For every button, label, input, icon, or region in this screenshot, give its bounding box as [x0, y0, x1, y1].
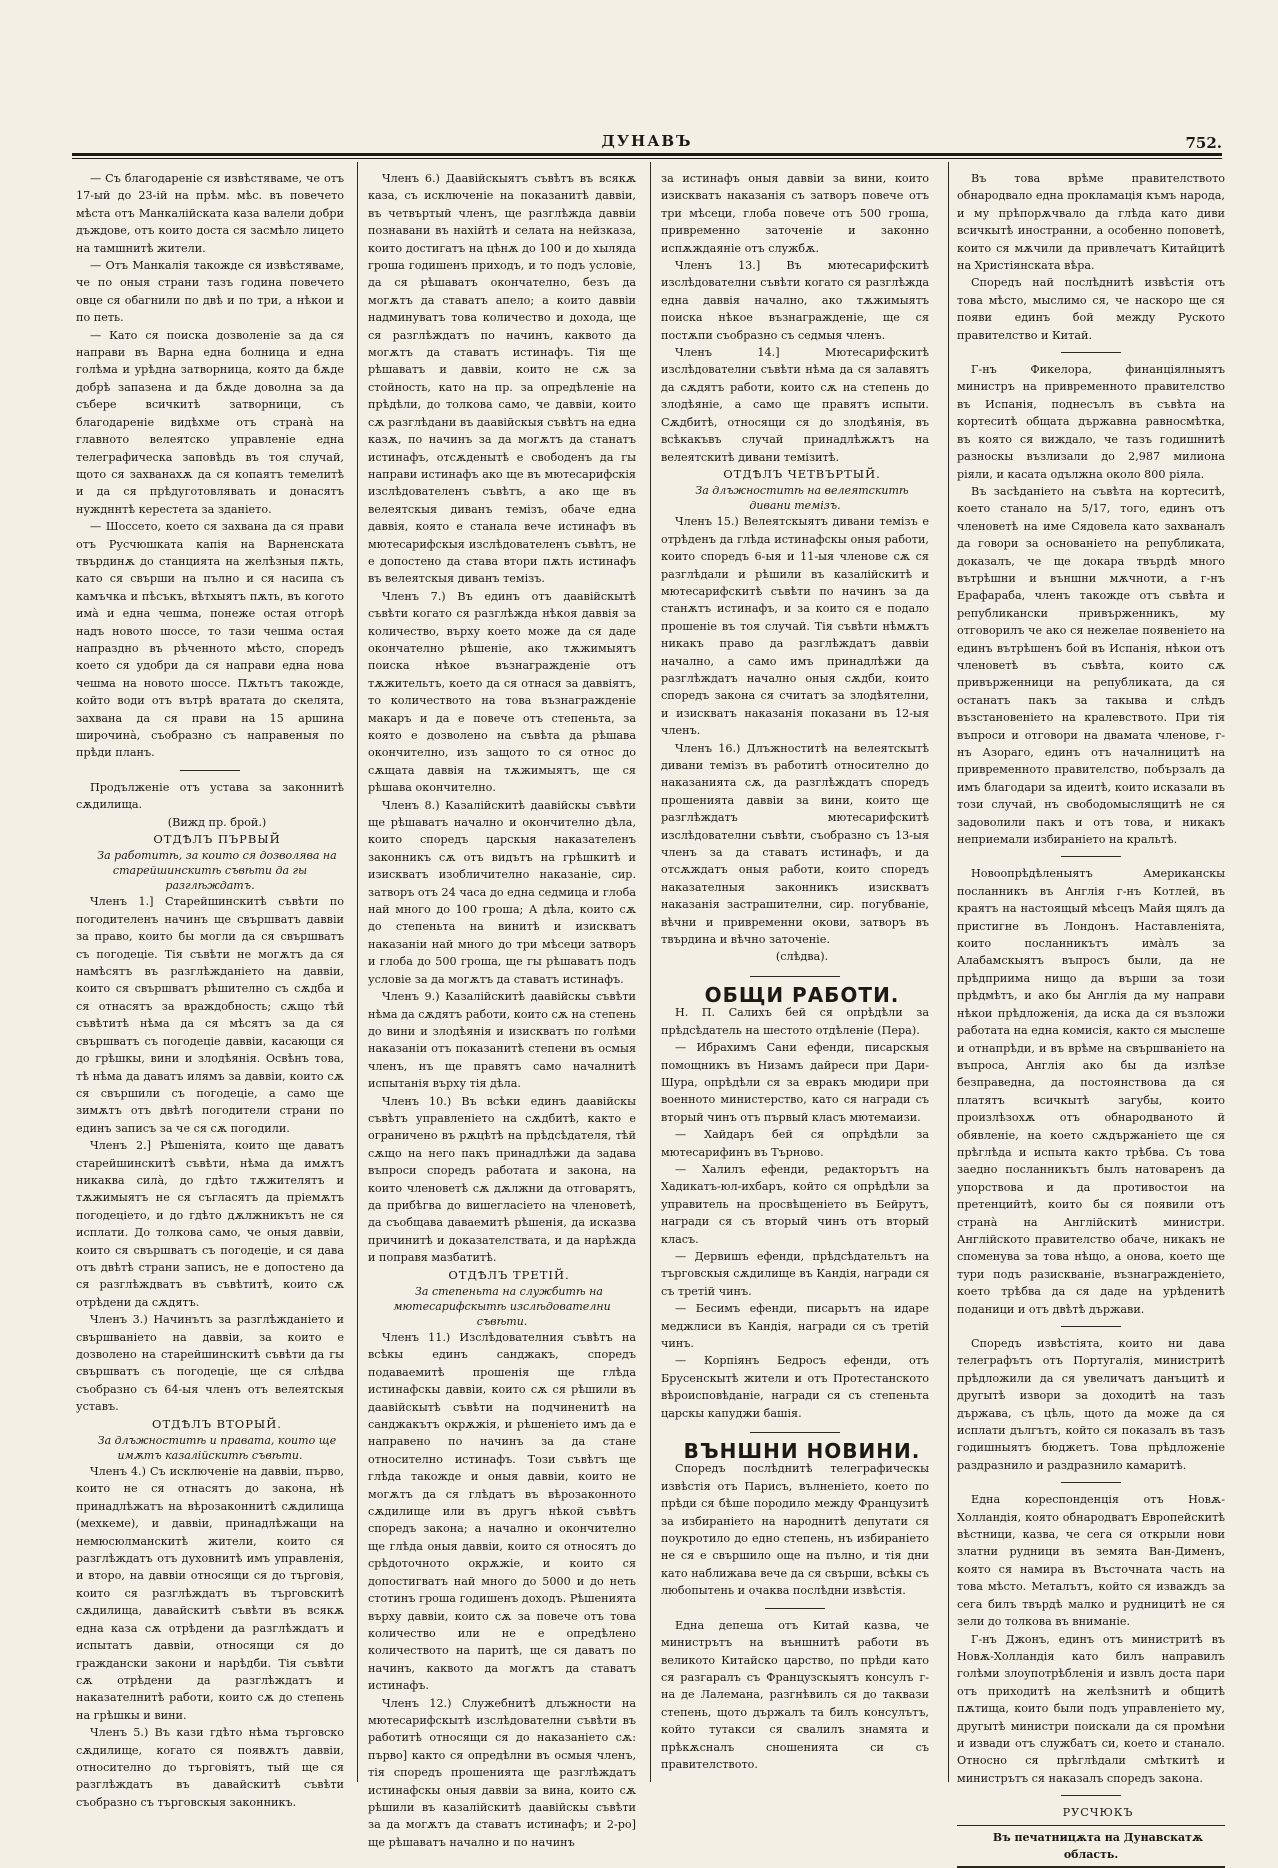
separator-rule [1061, 352, 1121, 353]
separator-rule [1061, 856, 1121, 857]
news-item: — Отъ Манкалія такожде ся извѣстявамe, че по оныя страни тазъ година повечето овце ся обагнили по двѣ и по три, а нѣкои и по петь. [76, 259, 344, 325]
column-4 [957, 170, 1225, 1861]
column-1 [76, 170, 344, 1809]
news-item: — Халилъ ефенди, редакторътъ на Хадикатъ-юл-ихбаръ, който ся опрѣдѣли за управитель на просвѣщеніето въ Бейрутъ, награди ся съ вторый чинъ отъ вторый класъ. [661, 1162, 929, 1246]
article: Членъ 8.) Казалійскитѣ даавійскы съвѣти ще рѣшаватъ начално и окончително дѣла, които споредъ царскыя наказателенъ законникъ сѫ отъ видътъ на грѣшкитѣ и изискватъ изобличително наказаніе, сир. затворъ отъ 24 часа до една седмица и глоба най много до 100 гроша; А дѣла, които сѫ до степеньта на винитѣ и изискватъ наказаніи най много до три мѣсеци затворъ и глоба до 500 гроша, ще гы рѣшаватъ подъ условіе за да могѫтъ да ставатъ истинафъ. [368, 798, 636, 986]
imprint-printer: Въ печатницѫта на Дунавскатѫ область. [992, 1830, 1204, 1861]
article: Членъ 2.] Рѣшеніята, които ще даватъ старейшинскитѣ съвѣти, нѣма да имѫтъ никаква силà, до гдѣто тѫжителятъ и тѫжимыятъ не ся съгласятъ да пріемѫтъ погодеціето, и до гдѣто дѫлжникътъ не ся исплати. До толкова само, че оныя даввіи, които ся свършватъ съ погодеціе, и ся дава отъ двѣтѣ страни записъ, не е допостено да ся разглѣждватъ въ съвѣтитѣ, които сѫ отрѣдени да сѫдятъ. [76, 1139, 344, 1309]
news-item: — Като ся поиска дозволеніе за да ся направи въ Варна една болница и една голѣма и урѣдна затворница, която да бѫде добрѣ запазена и да бѫде доволна за да съберe всичкитѣ затворници, съ благодареніе видѣхме отъ странà на главното велеятско управленіе една телеграфическа заповѣдь въ тоя случай, щото ся захванахѫ да ся копаятъ темелитѣ и да ся прѣдуготовлявать и донасятъ нуждннтѣ керестета за зданіето. [76, 328, 344, 516]
news-item: Една депеша отъ Китай казва, че министрътъ на външнитѣ работи въ великото Китайско царство, по прѣди като ся разгаралъ съ Французскыятъ консулъ г-на де Лалемана, разгнѣвилъ ся до таквази степень, щото държалъ та билъ консулътъ, който тутакси ся свалилъ знамята и прѣкѫсналъ сношенията си съ правителството. [661, 1618, 929, 1771]
newspaper-title: ДУНАВЪ [601, 132, 693, 150]
section-subheading: За длъжноститѣ на велеятскитѣ дивани темізъ. [695, 484, 909, 513]
article: Членъ 7.) Въ единъ отъ даавійскытѣ съвѣти когато ся разглѣжда нѣкоя даввія за количество, върху което може да ся даде окончателно рѣшеніе, ако тѫжимыятъ поиска нѣкое възнагражденіе отъ тѫжительтъ, което да ся отнася за даввіятъ, то количеството на това възнагражденіе макаръ и да е повече отъ степеньта, за която е дозволено на съвѣта да рѣшава окончително, изъ защото то ся относ до сѫщата даввія на тѫжимыятъ, ще ся рѣшава окончително. [368, 589, 636, 795]
news-item: Г-нъ Джонъ, единъ отъ министритѣ въ Новѫ-Холландія като билъ направилъ голѣми злоупотрѣбленія и извлъ доста пари отъ приходитѣ на желѣзнитѣ и общитѣ пѫтища, които были подъ управленіето му, другытѣ министри поискали да ся промѣни и извади отъ службатъ си, което и станало. Относно ся прѣглѣдали смѣткитѣ и министрътъ ся наказалъ споредъ закона. [957, 1632, 1225, 1785]
article-continued: за истинафъ оныя даввіи за вини, които изискватъ наказанія съ затворъ повече отъ три мѣсеци, глоба повече отъ 500 гроша, привременно заточеніе и законно испѫждаяніе отъ службѫ. [661, 172, 929, 255]
article: Членъ 9.) Казалійскитѣ даавійскы съвѣти нѣма да сѫдятъ работи, които сѫ на степень до вини и злодѣянія и изискватъ по голѣми наказаніи отъ показанитѣ степени въ осмыя членъ, нъ ще правятъ само началнитѣ испытанія върху тія дѣла. [368, 990, 636, 1091]
separator-rule [1061, 1795, 1121, 1796]
news-item: — Хайдаръ бей ся опрѣдѣли за мютесарифинъ въ Търново. [661, 1128, 929, 1159]
rubric-heading: ВЪНШНИ НОВИНИ. [683, 1439, 921, 1464]
masthead-rule-thin [72, 158, 1222, 159]
column-divider [948, 162, 949, 1782]
page-number: 752. [1185, 134, 1222, 152]
article: Членъ 5.) Въ кази гдѣто нѣма търговско сѫдилище, когато ся появѫтъ даввіи, относително до търговіятъ, тый ще ся разглѣждатъ въ давайскитѣ съвѣти съобразно съ търговскыя законникъ. [76, 1726, 344, 1809]
statute-intro: Продълженіе отъ устава за законнитѣ сѫдилища. [76, 780, 344, 812]
section-heading: ОТДѢЛЪ ТРЕТІЙ. [448, 1267, 570, 1282]
separator-rule [750, 976, 840, 977]
article: Членъ 10.) Въ всѣки единъ даавійскы съвѣтъ управленіето на сѫдбитѣ, както е ограничено въ рѫцѣтѣ на прѣдсѣдателя, тѣй сѫщо на него пакъ принадлѣжи да задава въпроси споредъ работата и закона, на които членоветѣ сѫ дѫлжни да отговарятъ, да прибѣгва до вишегласіето на членоветѣ, да съобщава даваемитѣ рѣшенія, да исказва причинитѣ и доказателствата, и да нарѣжда и поправя мазбатитѣ. [368, 1094, 636, 1265]
rubric-heading: ОБЩИ РАБОТИ. [704, 982, 900, 1007]
section-heading: ОТДѢЛЪ ВТОРЫЙ. [152, 1416, 282, 1431]
column-3 [661, 170, 929, 1780]
news-item: Г-нъ Фикелора, финанціялныятъ министръ на привременното правителство въ Испанія, поднесълъ въ съвѣта на кортеситѣ общата държавна равносмѣтка, въ която ся виждало, че тазъ годишнитѣ разноскы възлизали до 2,987 милиона ріяли, и касата одължна около 800 ріяла. [957, 363, 1225, 481]
article: Членъ 11.) Изслѣдователния съвѣтъ на всѣкы единъ санджакъ, споредъ подаваемитѣ прошенія ще глѣда истинафскы даввіи, които сѫ ся рѣшили въ даавійскытѣ съвѣти на подчиненитѣ на санджакътъ окрѫжія, и рѣшеніето имъ да е направено по начинъ за да стане относително истинафъ. Този съвѣтъ ще глѣда такожде и оныя даввіи, които не могѫтъ да ся глѣдатъ въ вѣрозаконното сѫдилище или въ другъ нѣкой съвѣтъ споредъ закона; а начално и окончително ще глѣда оныя даввіи, които ся относятъ до срѣдоточното окрѫжіе, и които ся допостигватъ най много до 5000 и до неть стотинъ гроша годишенъ доходъ. Рѣшенията върху даввіи, които сѫ за повече отъ това количество или не е опредѣлено количеството на паритѣ, ще ся даватъ по начинъ, каквото да могѫтъ да ставатъ истинафъ. [368, 1331, 636, 1693]
separator-rule [765, 1608, 825, 1609]
separator-rule [1061, 1482, 1121, 1483]
separator-rule [1061, 1326, 1121, 1327]
column-divider [357, 162, 358, 1782]
news-item: Въ засѣданіето на съвѣта на кортеситѣ, което станало на 5/17, того, единъ отъ членоветѣ на име Сядовела като захваналъ да говори за основаніето на републиката, доказалъ, че ще докара твърдѣ много вътрѣшни и външни мѫчноти, а г-нъ Ерафараба, членъ такожде отъ съвѣта и републикански привърженникъ, му отговорилъ че ако ся нежелае появеніето на единъ вътрѣшенъ бой въ Испанія, нѣкои отъ членоветѣ въ съвѣта, които сѫ привърженници на републиката, да ся останатъ пакъ за такыва и слѣдъ възстановеніето на кралевството. При тія въпроси и отговори на двамата членове, г-нъ Азораго, единъ отъ началницитѣ на привременното правителство, побързалъ да имъ благодари за идеитѣ, които исказали въ този случай, нъ свободомыслящитѣ не ся задоволили пакъ и отъ това, и никакъ неприемали избираніето на кральтѣ. [957, 484, 1225, 847]
news-item: Споредъ извѣстіята, които ни дава телеграфътъ отъ Португалія, министритѣ прѣдложили да ся увеличатъ данъцитѣ и другытѣ извори за доходитѣ на тазъ държава, съ цѣль, щото да може да ся исплати дългътъ, който ся показалъ въ тазъ годишныятъ бюджетъ. Това прѣдложеніе раздразнило и раздразнило камаритѣ. [957, 1337, 1225, 1472]
news-item: — Ибрахимъ Сани ефенди, писарскыя помощникъ въ Низамъ дайреси при Дари-Шура, опрѣдѣли ся за евракъ мюдири при военното министерство, като ся награди съ вторый чинъ отъ първый класъ мютемаизи. [661, 1041, 929, 1124]
section-subheading: За длъжноститѣ и правата, които ще имѫтъ казалійскитѣ съвѣти. [97, 1434, 337, 1463]
see-previous-note: (Вижд пр. брой.) [167, 815, 267, 829]
news-item: Н. П. Салихъ бей ся опрѣдѣли за прѣдсѣдатель на шестото отдѣленіе (Пера). [661, 1006, 929, 1037]
news-item: Една кореспонденція отъ Новѫ-Холландія, която обнародватъ Европейскитѣ вѣстници, казва, че сега ся открыли нови златни рудници въ земята Ван-Дименъ, която ся намира въ Въсточната часть на това мѣсто. Металътъ, който ся изваждъ за сега билъ твърдѣ малко и рудницитѣ не ся зели до толкова въ вниманіе. [957, 1493, 1225, 1629]
news-item: — Шоссето, което ся захвана да ся прави отъ Русчюшката капія на Варненската твърдинѫ до станцията на желѣзныя пѫть, като ся свърши на пълно и ся насипа съ камъчка и пѣсъкъ, вѣтхыятъ пѫть, въ когото имà и една чешма, понеже остая отгорѣ надъ новото шоссе, то тази чешма остая напраздно въ рѣченното мѣсто, споредъ което ся удобри да ся направи една нова чешма на новото шоссе. Пѫтьтъ такожде, който води отъ вътрѣ вратата до скелята, захвана да ся прави на 15 аршина широчинà, съобразно съ направеныя по прѣди планъ. [76, 520, 344, 760]
article: Членъ 1.] Старейшинскитѣ съвѣти по погодителенъ начинъ ще свършватъ даввіи за право, които бы могли да ся свършватъ съ погодеціе. Тія съвѣти не могѫтъ да ся намѣсятъ въ разглѣжданіето на даввіи, които ся свършватъ рѣшително съ сѫдба и ся отнасятъ за враждобность; сѫщо тѣй съвѣтитѣ нѣма да ся мѣсятъ за да ся свършватъ съ погодеціе даввіи, касающи ся до грѣшкы, вини и злодѣянія. Освѣнъ това, тѣ нѣма да даватъ илямъ за даввіи, които сѫ ся свършили съ погодеціе, а само ще зимѫтъ отъ двѣтѣ погодители страни по единъ записъ за че ся сѫ погодили. [76, 895, 344, 1135]
column-divider [650, 162, 651, 1782]
article: Членъ 3.) Начинътъ за разглѣжданіето и свършваніето на даввіи, за които е дозволено на старейшинскитѣ съвѣти да гы свършватъ съ погодеціе, ще ся слѣдва съобразно съ 64-ыя членъ отъ велеятскыя уставъ. [76, 1313, 344, 1414]
article: Членъ 16.) Длъжноститѣ на велеятскытѣ дивани темізъ въ работитѣ относително до наказанията сѫ, да разглѣждатъ споредъ прошенията даввіи за вини, които ще разглѣждатъ мютесарифскитѣ изслѣдователни съвѣти, съобразно съ 13-ыя членъ за да ставатъ истинафъ, и да отсѫждатъ оныя работи, които споредъ наказателныя законникъ изискватъ наказанія застрашителни, сир. погубваніе, вѣчни и привременни окови, затворъ въ твърдина и вѣчно заточеніе. [661, 741, 929, 947]
news-item: — Дервишъ ефенди, прѣдсѣдательтъ на търговскыя сѫдилище въ Кандія, награди ся съ третій чинъ. [661, 1249, 929, 1298]
article: Членъ 15.) Велеятскыятъ дивани темізъ е отрѣденъ да глѣда истинафскы оныя работи, които споредъ 6-ыя и 11-ыя членове сѫ ся разглѣдали и рѣшили въ казалійскитѣ и мютесарифскитѣ съвѣти по начинъ за да станѫтъ истинафъ, и за които ся е подало прошеніе въ тоя случай. Тія съвѣти нѣмѫтъ никакъ право да разглѣждатъ даввіи начално, а само имъ принадлѣжи да разглѣждатъ начално оныя сѫдби, които споредъ закона ся считатъ за злодѣятелни, и изискватъ наказанія показани въ 12-ыя членъ. [661, 515, 929, 738]
article: Членъ 14.] Мютесарифскитѣ изслѣдователни съвѣти нѣма да ся залавятъ да сѫдятъ работи, които сѫ на степень до злодѣяніе, а само ще правятъ испыти. Сѫдбитѣ, относящи ся до злодѣянія, въ всѣкакъвъ случай принадлѣжѫтъ на велеятскитѣ дивани темізитѣ. [661, 346, 929, 464]
separator-rule [750, 1432, 840, 1433]
to-be-continued: (слѣдва). [775, 950, 829, 964]
imprint-rule [957, 1825, 1225, 1826]
section-subheading: За степеньта на службитѣ на мютесарифскытѣ изслѣдователни съвѣти. [393, 1285, 611, 1328]
news-item: Споредъ послѣднитѣ телеграфическы извѣстія отъ Парисъ, вълненіето, което по прѣди ся бѣше породило между Французитѣ за избираніето на народнитѣ депутати ся поукротило до едно степень, нъ избираніето не ся е свършило още на пълно, и тія дни като наближава вече да ся свърши, всѣкы съ любопытень и очаква послѣдни извѣстія. [661, 1462, 929, 1598]
news-item: Споредъ най послѣднитѣ извѣстія отъ това мѣсто, мыслимо ся, че наскоро ще ся появи единъ бой между Руското правителство и Китай. [957, 276, 1225, 342]
section-subheading: За работитѣ, за които ся дозволява на старейшинскитѣ съвѣти да гы разглѣждатъ. [97, 849, 337, 893]
section-heading: ОТДѢЛЪ ПЪРВЫЙ [153, 832, 281, 847]
article: Членъ 6.) Даавійскыятъ съвѣтъ въ всякѫ каза, съ исключеніе на показанитѣ даввіи, въ четвъртый членъ, ще разглѣжда даввіи познавани въ нахійтѣ и селата на нейзказа, които достигатъ на цѣнѫ до 100 и до хыляда гроша годишенъ приходъ, и то подъ условіе, да ся рѣшаватъ окончателно, безъ да могѫтъ да ставатъ апело; а които даввіи надминуватъ това количество и дохода, ще ся разглѣждатъ по начинъ, каквото да могѫтъ да ставатъ истинафъ. Тія ще рѣшаватъ и даввіи, които не сѫ за стойность, като на пр. за опредѣленіе на прѣдѣли, до толкова само, че даввіи, които сѫ разглѣдани въ даавійскыя съвѣтъ на една казѫ, по начинъ за да могѫтъ да станатъ истинафъ, отсѫденытѣ е свободенъ да гы направи истинафъ ако ще въ мютесарифскія изслѣдователенъ съвѣтъ, а ако ще въ велеятскыя диванъ темізъ, обаче една даввія, която е станала вече истинафъ въ мютесарифскыя изслѣдователенъ съвѣтъ, не е допостено да става втори пѫть истинафъ въ велеятскыя диванъ темізъ. [368, 172, 636, 586]
masthead-rule-thick [72, 153, 1222, 156]
news-item: — Корпіянъ Бедросъ ефенди, отъ Брусенскытѣ жители и отъ Протестанското вѣроисповѣданіе, награди ся съ степеньта царскы капуджи башія. [661, 1354, 929, 1420]
imprint-city: РУСЧЮКЪ [1062, 1806, 1134, 1820]
separator-rule [180, 770, 240, 771]
news-item: — Съ благодареніе ся извѣстяваме, че отъ 17-ый до 23-ій на прѣм. мѣс. въ повечето мѣста отъ Манкалійската каза валели добри дъждове, отъ които доста ся засмѣло лицето на тамшнитѣ жители. [76, 172, 344, 255]
news-item: Новоопрѣдѣленыятъ Американскы посланникъ въ Англія г-нъ Котлей, въ краятъ на настоящый мѣсецъ Майя щялъ да пристигне въ Лондонъ. Наставленіята, които посланникътъ имàлъ за Алабамскыятъ въпросъ были, да не прѣдприима нищо да върши за този прѣдмѣтъ, и ако бы Англія да му направи нѣкои прѣдложенія, да иска да ся възложи работата на една комисія, както ся мыслеше и отнапрѣди, и въ врѣме на свършваніето на въпроса, Англія ако бы да излѣзе безправедна, да постоянствова да ся платятъ всичкытѣ загубы, които произлѣзохѫ отъ обнародваното й обявленіе, на което сѫдържаніето ще ся прѣглѣда и испыта както трѣбва. Съ това заедно посланникътъ былъ натоваренъ да упорствова и да противостои на претенцийтѣ, които бы ся появили отъ странà на Англійскитѣ министри. Англійското правителство обаче, никакъ не споменува за това нѣщо, а онова, което ще тури подъ разискваніе, възнагражденіето, което трѣбва да ся даде на урѣденитѣ поданици и отъ двѣтѣ държави. [957, 867, 1225, 1316]
article: Членъ 4.) Съ исключеніе на даввіи, първо, които не ся отнасятъ до закона, нѣ принадлѣжатъ на вѣрозаконнитѣ сѫдилища (мехкеме), и даввіи, принадлѣжащи на немюсюлманскитѣ жители, които ся разглѣждатъ отъ духовнитѣ имъ управленія, и второ, на даввіи относящи ся до търговія, които ся разглѣждатъ въ търговскитѣ сѫдилища, давайскитѣ съвѣти въ всякѫ една каза сѫ отрѣдени да разглѣждатъ и испытатъ даввіи, относящи ся до граждански закони и нарѣдби. Тія съвѣти сѫ отрѣдени да разглѣждатъ и наказателнитѣ работи, които сѫ до степень на грѣшкы и вини. [76, 1465, 344, 1722]
article: Членъ 12.) Служебнитѣ длъжности на мютесарифскытѣ изслѣдователни съвѣти въ работитѣ относящи ся до наказаніето сѫ: първо] както ся опредѣлни въ осмыя членъ, тія споредъ прошенията ще разглѣждатъ истинафскы оныя даввіи за вина, които сѫ рѣшили въ казалійскитѣ даавійскы съвѣти за да могѫтъ да ставатъ истинафъ; и 2-ро] ще рѣшаватъ начално и по начинъ [368, 1696, 636, 1849]
section-heading: ОТДѢЛЪ ЧЕТВЪРТЫЙ. [723, 466, 881, 481]
article: Членъ 13.] Въ мютесарифскитѣ изслѣдователни съвѣти когато ся разглѣжда една даввія начално, ако тѫжимыятъ поиска нѣкое възнагражденіе, ще ся постѫпи съобразно съ седмыя членъ. [661, 259, 929, 342]
news-item: Въ това врѣме правителството обнародвало една прокламація къмъ народа, и му прѣпорѫчвало да глѣда като диви всичкытѣ иностранни, а особенно поповетѣ, които ся мѫчили да привлечатъ Китайцитѣ на Христіянската вѣра. [957, 172, 1225, 273]
news-item: — Бесимъ ефенди, писарьтъ на идаре меджлиси въ Кандія, награди ся съ третій чинъ. [661, 1302, 929, 1350]
column-2 [368, 170, 636, 1849]
